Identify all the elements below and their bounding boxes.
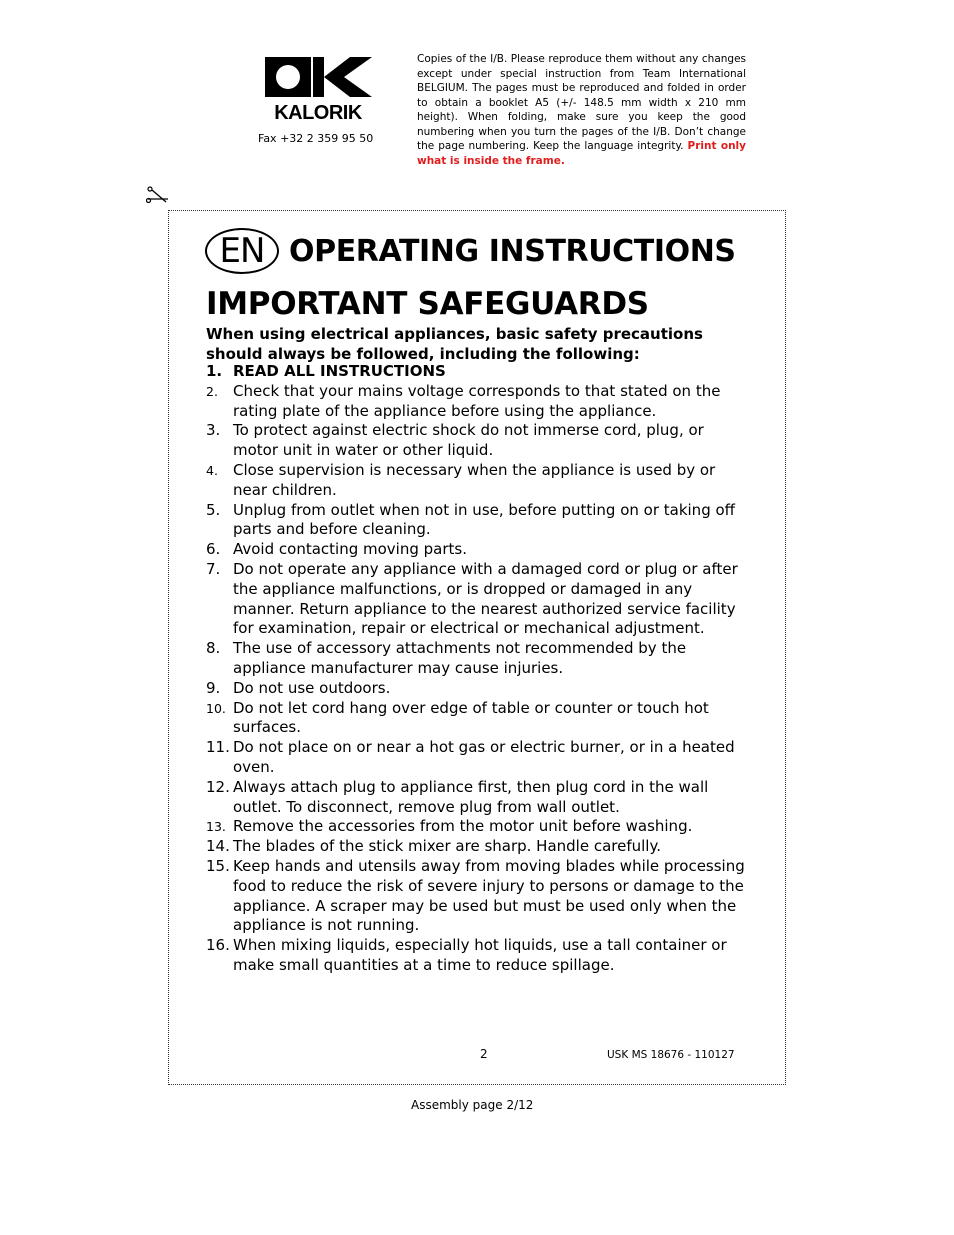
item-text: Remove the accessories from the motor unit before washing. <box>233 817 693 836</box>
item-text: Do not use outdoors. <box>233 678 391 697</box>
section-title: OPERATING INSTRUCTIONS <box>289 234 736 269</box>
page-heading: IMPORTANT SAFEGUARDS <box>206 286 649 322</box>
list-item <box>206 837 746 857</box>
page-number: 2 <box>480 1047 488 1061</box>
item-number: 1. <box>206 362 223 380</box>
item-number: 13. <box>206 819 226 835</box>
list-item <box>206 501 746 541</box>
list-item <box>206 382 746 422</box>
item-text: Check that your mains voltage corresponds to that stated on the rating plate of the appliance before using the appliance. <box>233 381 721 420</box>
scissors-icon <box>146 186 170 206</box>
list-item <box>206 461 746 501</box>
copy-note: Copies of the I/B. Please reproduce them without any changes except under special instruction from Team International BELGIUM. The pages must be reproduced and folded in order to obtain a booklet A5 (+/- 148.5 mm width x 210 mm height). When folding, make sure you keep the good numbering when you turn the pages of the I/B. Don’t change the page numbering. Keep the language integrity. <box>417 53 746 152</box>
list-item <box>206 699 746 739</box>
list-item <box>206 540 746 560</box>
item-number: 3. <box>206 421 221 440</box>
item-number: 15. <box>206 856 230 875</box>
list-item <box>206 421 746 461</box>
copy-note-emphasis: Print only what is inside the frame. <box>417 140 746 167</box>
section-header <box>205 228 765 276</box>
item-number: 10. <box>206 700 226 716</box>
item-number: 14. <box>206 837 230 856</box>
brand-name: KALORIK <box>274 102 362 124</box>
item-text: The use of accessory attachments not recommended by the appliance manufacturer may cause injuries. <box>233 639 687 677</box>
list-item <box>206 560 746 639</box>
list-item <box>206 857 746 936</box>
language-badge: EN <box>205 228 279 274</box>
item-text: READ ALL INSTRUCTIONS <box>233 362 446 380</box>
item-text: Unplug from outlet when not in use, before putting on or taking off parts and before cleaning. <box>233 500 735 539</box>
item-text: When mixing liquids, especially hot liquids, use a tall container or make small quantities at a time to reduce spillage. <box>233 936 727 974</box>
item-number: 7. <box>206 559 221 578</box>
item-number: 11. <box>206 738 230 757</box>
item-number: 4. <box>206 462 218 478</box>
item-number: 9. <box>206 678 221 697</box>
list-item <box>206 738 746 778</box>
assembly-page: Assembly page 2/12 <box>411 1098 534 1112</box>
item-number: 8. <box>206 639 221 658</box>
copy-instructions <box>417 52 746 168</box>
item-number: 12. <box>206 777 230 796</box>
item-text: Keep hands and utensils away from moving blades while processing food to reduce the risk of severe injury to persons or damage to the appliance. A scraper may be used but must be used only when the appliance is not running. <box>233 856 745 935</box>
item-text: The blades of the stick mixer are sharp. Handle carefully. <box>233 837 661 856</box>
list-item <box>206 362 746 382</box>
safeguards-list <box>206 362 746 976</box>
item-number: 6. <box>206 540 221 559</box>
list-item <box>206 936 746 976</box>
item-text: Avoid contacting moving parts. <box>233 540 467 559</box>
item-text: Close supervision is necessary when the appliance is used by or near children. <box>233 460 716 499</box>
item-number: 5. <box>206 500 221 519</box>
list-item <box>206 679 746 699</box>
item-number: 16. <box>206 936 230 955</box>
list-item <box>206 778 746 818</box>
item-text: Do not place on or near a hot gas or electric burner, or in a heated oven. <box>233 738 735 776</box>
item-text: Always attach plug to appliance first, then plug cord in the wall outlet. To disconnect, remove plug from wall outlet. <box>233 777 709 816</box>
fax-number: Fax +32 2 359 95 50 <box>258 132 374 145</box>
item-text: Do not let cord hang over edge of table or counter or touch hot surfaces. <box>233 698 709 737</box>
item-number: 2. <box>206 383 218 399</box>
list-item <box>206 817 746 837</box>
list-item <box>206 639 746 679</box>
item-text: Do not operate any appliance with a damaged cord or plug or after the appliance malfunctions, or is dropped or damaged in any manner. Return appliance to the nearest authorized service facility for examination, repair or electrical or mechanical adjustment. <box>233 559 738 638</box>
item-text: To protect against electric shock do not immerse cord, plug, or motor unit in water or other liquid. <box>233 421 704 460</box>
document-code: USK MS 18676 - 110127 <box>607 1049 735 1061</box>
intro-text: When using electrical appliances, basic safety precautions should always be followed, including the following: <box>206 325 703 363</box>
